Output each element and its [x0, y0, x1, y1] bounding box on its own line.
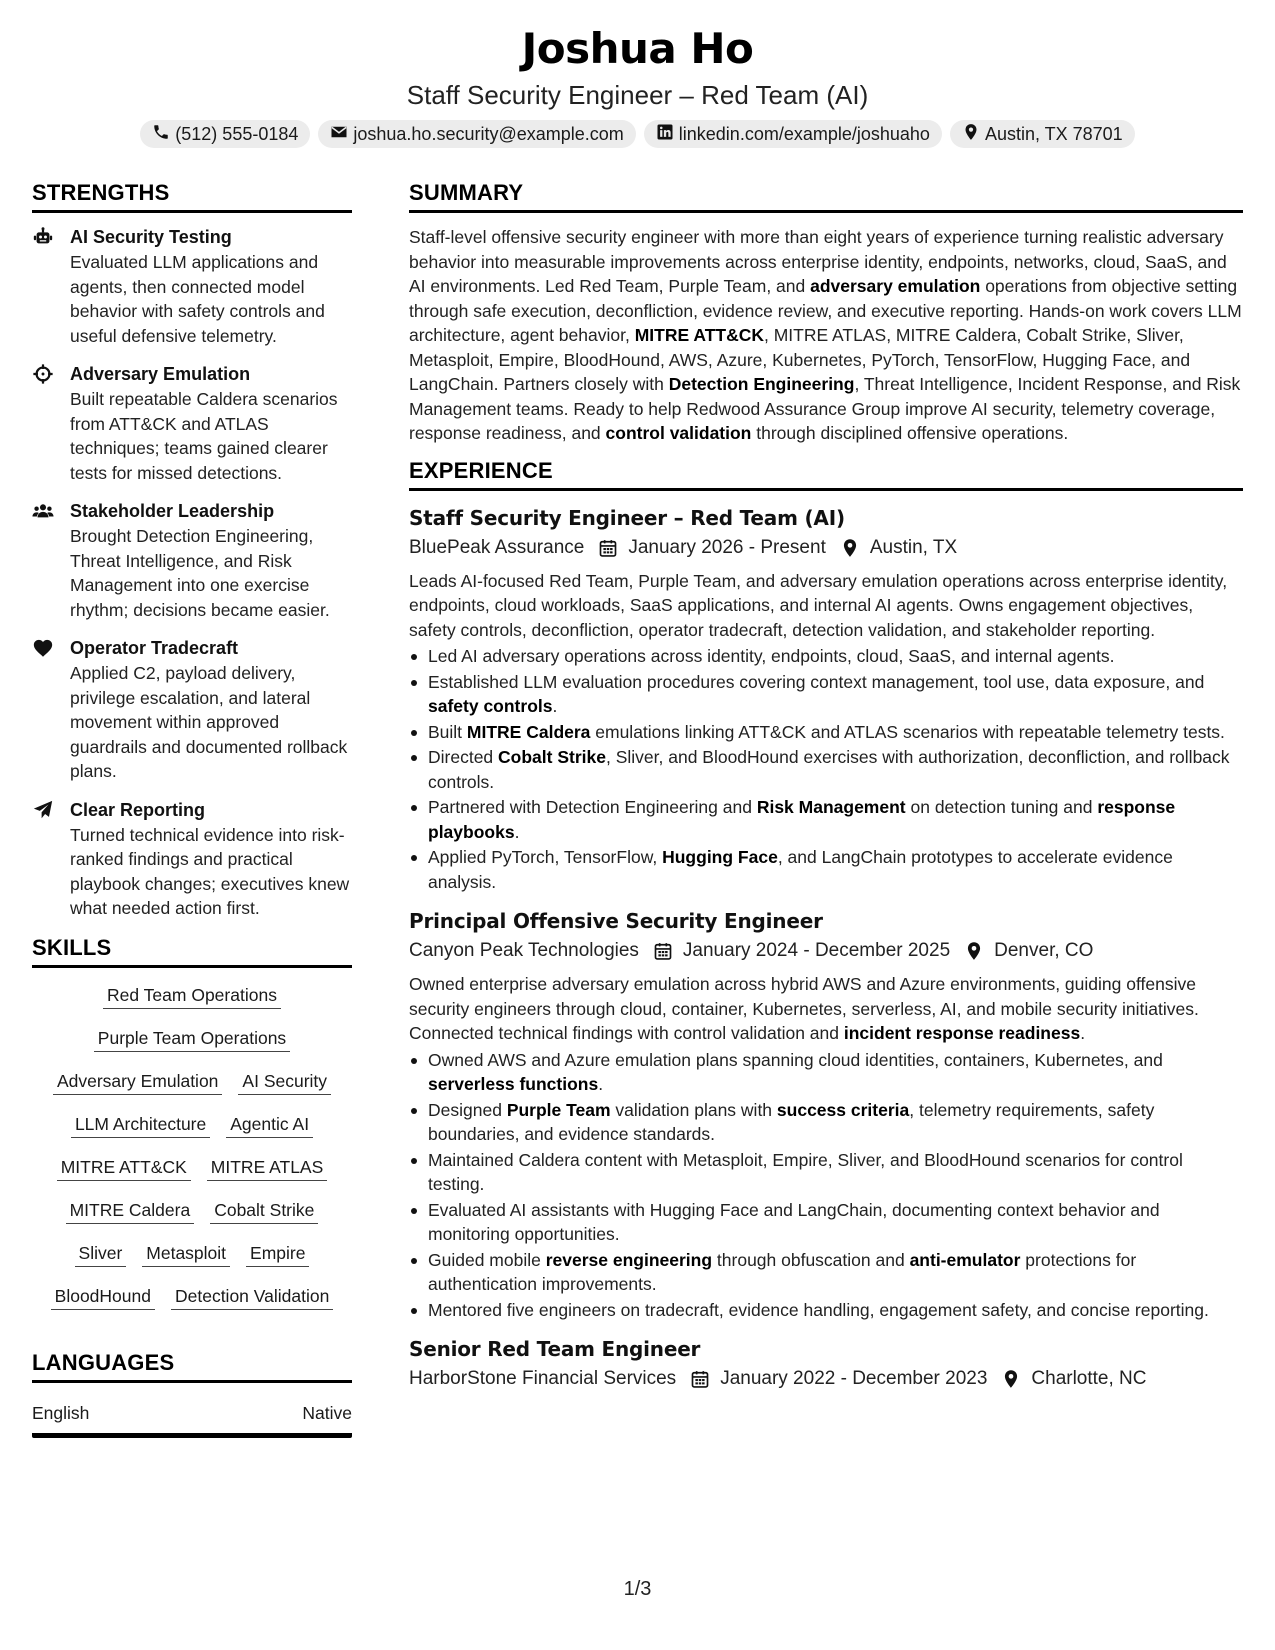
job-title: Principal Offensive Security Engineer	[409, 909, 823, 933]
job-title: Senior Red Team Engineer	[409, 1337, 701, 1361]
body-text: Staff-level offensive security engineer with more than eight years of experience turning realistic adversary behavior into measurable improvements across enterprise identity, endpoints, networks, cloud, SaaS, and AI environments. Led Red Team, Purple Team, and	[409, 227, 1227, 296]
job-meta	[409, 1364, 1243, 1394]
strength-desc: Evaluated LLM applications and agents, then connected model behavior with safety controls and useful defensive telemetry.	[70, 252, 325, 346]
candidate-title: Staff Security Engineer – Red Team (AI)	[406, 80, 869, 110]
job-title: Staff Security Engineer – Red Team (AI)	[409, 505, 845, 530]
skill-tag: MITRE Caldera	[66, 1199, 195, 1224]
envelope-icon	[330, 123, 348, 146]
body-text: .	[598, 1074, 604, 1094]
achievement-item	[409, 670, 1243, 719]
contact-linkedin[interactable]	[644, 120, 942, 148]
linkedin-icon	[656, 123, 674, 146]
emphasis-text: MITRE ATT&CK	[634, 325, 764, 345]
strength-item	[32, 362, 352, 485]
contact-text: Austin, TX 78701	[984, 123, 1123, 144]
body-text: , telemetry requirements, safety boundaries, and evidence standards.	[428, 1099, 1155, 1144]
company-name: Canyon Peak Technologies	[409, 940, 639, 961]
body-text: through disciplined offensive operations.	[751, 423, 1069, 443]
skill-tag: LLM Architecture	[71, 1113, 210, 1138]
skill-tag: MITRE ATT&CK	[57, 1156, 191, 1181]
emphasis-text: reverse engineering	[545, 1249, 713, 1270]
job-location: Denver, CO	[994, 940, 1094, 961]
achievement-item	[409, 1298, 1243, 1323]
experience-heading: EXPERIENCE	[409, 458, 1243, 491]
job-dates: January 2026 - Present	[628, 536, 826, 558]
strength-title: Adversary Emulation	[70, 364, 251, 384]
body-text: operations from objective setting through safe execution, deconfliction, evidence review, and executive reporting. Hands-on work covers LLM architecture, agent behavior,	[409, 276, 1242, 345]
location-pin-icon	[826, 538, 870, 558]
emphasis-text: response playbooks	[428, 797, 1176, 842]
calendar-icon	[584, 538, 628, 558]
emphasis-text: safety controls	[428, 696, 553, 716]
skills-list	[32, 980, 352, 1310]
left-column	[32, 180, 352, 1438]
strengths-heading: STRENGTHS	[32, 180, 352, 213]
phone-icon	[152, 123, 170, 146]
skill-tag: BloodHound	[51, 1285, 155, 1310]
skill-tag: AI Security	[238, 1070, 331, 1095]
strength-desc: Brought Detection Engineering, Threat Intelligence, and Risk Management into one exercise rhythm; decisions became easier.	[70, 526, 330, 620]
summary-heading: SUMMARY	[409, 180, 1243, 213]
resume-header	[0, 22, 1275, 148]
job-location: Austin, TX	[869, 536, 958, 558]
right-column	[409, 180, 1243, 1406]
location-pin-icon	[987, 1369, 1031, 1389]
strength-title: Operator Tradecraft	[70, 638, 239, 658]
body-text: Owned enterprise adversary emulation across hybrid AWS and Azure environments, guiding offensive security engineers through cloud, container, Kubernetes, serverless, AI, and mobile security initiatives. Connected technical findings with control validation and	[409, 974, 1199, 1043]
achievement-list	[409, 644, 1243, 894]
job-dates: January 2022 - December 2023	[720, 1368, 988, 1389]
heart-icon	[32, 636, 56, 784]
achievement-item	[409, 845, 1243, 894]
strength-desc: Turned technical evidence into risk-ranked findings and practical playbook changes; executives knew what needed action first.	[70, 824, 350, 918]
experience-list	[409, 503, 1243, 1395]
body-text: Guided mobile	[428, 1249, 546, 1270]
body-text: Leads AI-focused Red Team, Purple Team, and adversary emulation operations across enterprise identity, endpoints, cloud workloads, SaaS applications, and internal AI agents. Owns engagement objectives, safety controls, deconfliction, operator tradecraft, detection validation, and stakeholder reporting.	[409, 570, 1228, 640]
contact-text: (512) 555-0184	[175, 123, 299, 144]
body-text: , MITRE ATLAS, MITRE Caldera, Cobalt Strike, Sliver, Metasploit, Empire, BloodHound, AWS, Azure, Kubernetes, PyTorch, TensorFlow, Hugging Face, and LangChain. Partners closely with	[409, 325, 1191, 394]
emphasis-text: serverless functions	[428, 1074, 599, 1094]
paper-plane-icon	[32, 798, 56, 921]
strength-item	[32, 499, 352, 622]
contact-phone[interactable]	[140, 120, 310, 148]
body-text: protections for authentication improvements.	[428, 1249, 1137, 1294]
body-text: Established LLM evaluation procedures covering context management, tool use, data exposure, and	[428, 671, 1205, 692]
achievement-item	[409, 1198, 1243, 1247]
emphasis-text: control validation	[605, 423, 752, 443]
body-text: Partnered with Detection Engineering and	[428, 797, 757, 817]
location-pin-icon	[962, 123, 980, 146]
job-entry	[409, 503, 1243, 895]
skill-tag: MITRE ATLAS	[207, 1156, 327, 1181]
body-text: .	[552, 696, 558, 716]
languages-heading: LANGUAGES	[32, 1350, 352, 1383]
emphasis-text: Risk Management	[756, 797, 906, 817]
achievement-item	[409, 1098, 1243, 1147]
body-text: validation plans with	[610, 1099, 777, 1120]
achievement-item	[409, 1248, 1243, 1297]
language-level: Native	[302, 1402, 352, 1423]
body-text: emulations linking ATT&CK and ATLAS scenarios with repeatable telemetry tests.	[590, 721, 1225, 742]
body-text: Designed	[428, 1099, 507, 1120]
skill-tag: Detection Validation	[171, 1285, 333, 1310]
emphasis-text: Cobalt Strike	[498, 747, 606, 767]
skills-heading: SKILLS	[32, 935, 352, 968]
job-location: Charlotte, NC	[1031, 1368, 1147, 1389]
contact-location[interactable]	[950, 120, 1135, 148]
job-dates: January 2024 - December 2025	[682, 940, 951, 961]
body-text: Mentored five engineers on tradecraft, evidence handling, engagement safety, and concise reporting.	[428, 1299, 1209, 1320]
contact-text: linkedin.com/example/joshuaho	[678, 123, 930, 144]
summary-text	[409, 225, 1243, 446]
skill-tag: Purple Team Operations	[94, 1027, 290, 1052]
achievement-item	[409, 720, 1243, 745]
calendar-icon	[676, 1369, 720, 1389]
body-text: on detection tuning and	[905, 797, 1098, 817]
job-meta	[409, 533, 1243, 563]
candidate-name: Joshua Ho	[521, 24, 754, 73]
achievement-item	[409, 1148, 1243, 1197]
strength-item	[32, 225, 352, 348]
emphasis-text: incident response readiness	[843, 1023, 1081, 1043]
body-text: , and LangChain prototypes to accelerate evidence analysis.	[428, 847, 1173, 892]
body-text: .	[1080, 1023, 1086, 1043]
page-number: 1/3	[623, 1578, 652, 1600]
language-name: English	[32, 1402, 90, 1423]
company-name: HarborStone Financial Services	[409, 1368, 677, 1389]
location-pin-icon	[950, 941, 994, 961]
language-row	[32, 1395, 352, 1438]
emphasis-text: Purple Team	[506, 1099, 611, 1120]
job-entry	[409, 906, 1243, 1322]
strength-item	[32, 798, 352, 921]
strength-item	[32, 636, 352, 784]
contact-email[interactable]	[318, 120, 635, 148]
skill-tag: Red Team Operations	[103, 984, 281, 1009]
achievement-list	[409, 1048, 1243, 1323]
achievement-item	[409, 644, 1243, 669]
achievement-item	[409, 1048, 1243, 1097]
strength-desc: Built repeatable Caldera scenarios from ATT&CK and ATLAS techniques; teams gained clearer tests for missed detections.	[70, 389, 338, 483]
body-text: Applied PyTorch, TensorFlow,	[428, 847, 663, 867]
body-text: , Sliver, and BloodHound exercises with authorization, deconfliction, and rollback controls.	[428, 747, 1230, 792]
users-icon	[32, 499, 56, 622]
contact-text: joshua.ho.security@example.com	[353, 123, 624, 144]
achievement-item	[409, 795, 1243, 844]
skill-tag: Adversary Emulation	[53, 1070, 222, 1095]
job-entry	[409, 1334, 1243, 1394]
crosshair-icon	[32, 362, 56, 485]
job-description	[409, 972, 1243, 1046]
body-text: through obfuscation and	[712, 1249, 910, 1270]
company-name: BluePeak Assurance	[409, 536, 585, 558]
emphasis-text: anti-emulator	[909, 1249, 1021, 1270]
emphasis-text: adversary emulation	[810, 276, 981, 296]
body-text: Directed	[428, 747, 499, 767]
job-meta	[409, 936, 1243, 966]
body-text: Evaluated AI assistants with Hugging Face and LangChain, documenting context behavior and monitoring opportunities.	[428, 1199, 1160, 1244]
emphasis-text: success criteria	[776, 1099, 910, 1120]
skill-tag: Cobalt Strike	[210, 1199, 318, 1224]
skill-tag: Empire	[246, 1242, 309, 1267]
emphasis-text: Hugging Face	[662, 847, 778, 867]
achievement-item	[409, 745, 1243, 794]
skill-tag: Sliver	[75, 1242, 127, 1267]
strength-title: Clear Reporting	[70, 799, 206, 820]
body-text: Led AI adversary operations across identity, endpoints, cloud, SaaS, and internal agents.	[428, 646, 1115, 666]
strength-title: Stakeholder Leadership	[70, 501, 275, 521]
strength-title: AI Security Testing	[70, 227, 232, 247]
job-description	[409, 569, 1243, 643]
body-text: .	[514, 821, 520, 842]
body-text: , Threat Intelligence, Incident Response, and Risk Management teams. Ready to help Redwood Assurance Group improve AI security, telemetry coverage, response readiness, and	[409, 374, 1241, 443]
body-text: Owned AWS and Azure emulation plans spanning cloud identities, containers, Kubernetes, and	[428, 1049, 1163, 1070]
body-text: Built	[428, 721, 467, 742]
strength-desc: Applied C2, payload delivery, privilege escalation, and lateral movement within approved guardrails and documented rollback plans.	[70, 663, 348, 781]
skill-tag: Metasploit	[142, 1242, 230, 1267]
skill-tag: Agentic AI	[226, 1113, 313, 1138]
contact-bar	[0, 120, 1275, 148]
calendar-icon	[639, 941, 683, 961]
emphasis-text: MITRE Caldera	[466, 721, 591, 742]
emphasis-text: Detection Engineering	[668, 374, 855, 394]
robot-icon	[32, 225, 56, 348]
body-text: Maintained Caldera content with Metasploit, Empire, Sliver, and BloodHound scenarios for control testing.	[428, 1149, 1183, 1194]
